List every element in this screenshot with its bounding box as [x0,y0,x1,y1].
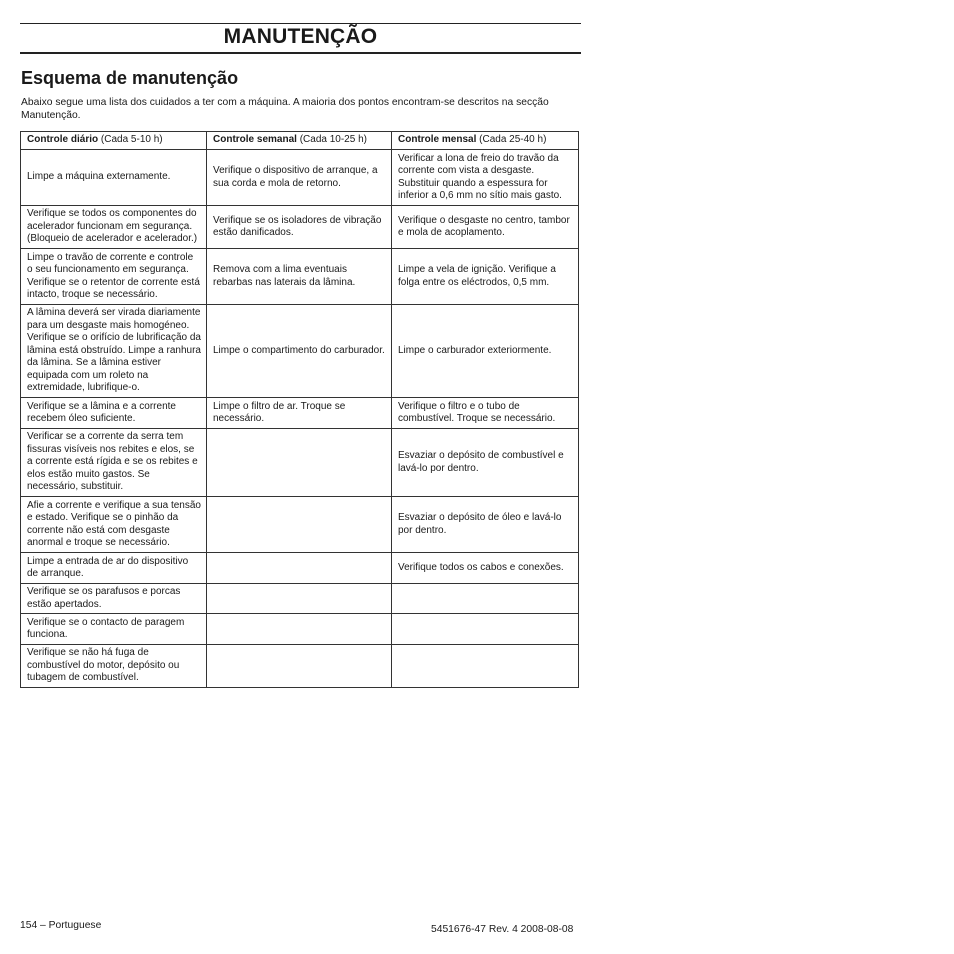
table-row [21,497,579,553]
table-row [21,398,579,429]
table-cell: Verifique o filtro e o tubo de combustível. Troque se necessário. [392,398,579,429]
table-cell [392,645,579,688]
table-row [21,429,579,497]
table-cell [207,584,392,614]
table-cell: Esvaziar o depósito de óleo e lavá-lo por dentro. [392,497,579,553]
table-cell [392,584,579,614]
table-cell [207,429,392,497]
page-title: MANUTENÇÃO [223,25,378,48]
column-header-daily: Controle diário (Cada 5-10 h) [21,132,207,150]
table-cell: A lâmina deverá ser virada diariamente para um desgaste mais homogéneo. Verifique se o orifício de lubrificação da lâmina está obstruído. Limpe a ranhura da lâmina. Se a lâmina estiver equipada com um roleto na extremidade, lubrifique-o. [21,305,207,398]
table-cell: Verificar a lona de freio do travão da corrente com vista a desgaste. Substituir quando a espessura for inferior a 0,6 mm no sítio mais gasto. [392,150,579,206]
table-cell: Verifique se o contacto de paragem funciona. [21,614,207,645]
header-rule-top [20,23,581,24]
section-title: Esquema de manutenção [21,68,239,88]
column-header-monthly: Controle mensal (Cada 25-40 h) [392,132,579,150]
table-cell [207,497,392,553]
table-header-row [21,132,579,150]
maintenance-schedule-table [20,131,579,688]
table-cell: Verifique o desgaste no centro, tambor e mola de acoplamento. [392,206,579,249]
table-cell [207,614,392,645]
header-rule-bottom [20,52,581,54]
table-cell: Limpe a máquina externamente. [21,150,207,206]
table-cell: Limpe o travão de corrente e controle o seu funcionamento em segurança. Verifique se o retentor de corrente está intacto, troque se necessário. [21,249,207,305]
table-row [21,249,579,305]
table-cell: Verifique o dispositivo de arranque, a sua corda e mola de retorno. [207,150,392,206]
table-cell: Verifique se os parafusos e porcas estão apertados. [21,584,207,614]
table-cell: Limpe a vela de ignição. Verifique a folga entre os eléctrodos, 0,5 mm. [392,249,579,305]
table-cell: Verificar se a corrente da serra tem fissuras visíveis nos rebites e elos, se a corrente está rígida e se os rebites e elos estão muito gastos. Se necessário, substituir. [21,429,207,497]
page-number: 154 – Portuguese [20,920,102,931]
table-cell: Verifique se não há fuga de combustível do motor, depósito ou tubagem de combustível. [21,645,207,688]
table-cell: Limpe o carburador exteriormente. [392,305,579,398]
table-row [21,645,579,688]
table-cell [392,614,579,645]
section-intro: Abaixo segue uma lista dos cuidados a ter com a máquina. A maioria dos pontos encontram-se descritos na secção Manutenção. [21,97,549,121]
table-cell: Esvaziar o depósito de combustível e lavá-lo por dentro. [392,429,579,497]
table-cell: Limpe o compartimento do carburador. [207,305,392,398]
table-cell: Limpe a entrada de ar do dispositivo de arranque. [21,553,207,584]
table-cell: Remova com a lima eventuais rebarbas nas laterais da lâmina. [207,249,392,305]
document-reference: 5451676-47 Rev. 4 2008-08-08 [431,924,574,935]
table-cell: Verifique todos os cabos e conexões. [392,553,579,584]
table-row [21,305,579,398]
table-cell: Afie a corrente e verifique a sua tensão e estado. Verifique se o pinhão da corrente não está com desgaste anormal e troque se necessário. [21,497,207,553]
table-cell: Limpe o filtro de ar. Troque se necessário. [207,398,392,429]
table-cell: Verifique se os isoladores de vibração estão danificados. [207,206,392,249]
table-row [21,584,579,614]
table-cell: Verifique se a lâmina e a corrente recebem óleo suficiente. [21,398,207,429]
table-row [21,553,579,584]
table-row [21,614,579,645]
table-cell [207,553,392,584]
table-cell: Verifique se todos os componentes do acelerador funcionam em segurança. (Bloqueio de acelerador e acelerador.) [21,206,207,249]
table-row [21,206,579,249]
table-cell [207,645,392,688]
column-header-weekly: Controle semanal (Cada 10-25 h) [207,132,392,150]
table-row [21,150,579,206]
